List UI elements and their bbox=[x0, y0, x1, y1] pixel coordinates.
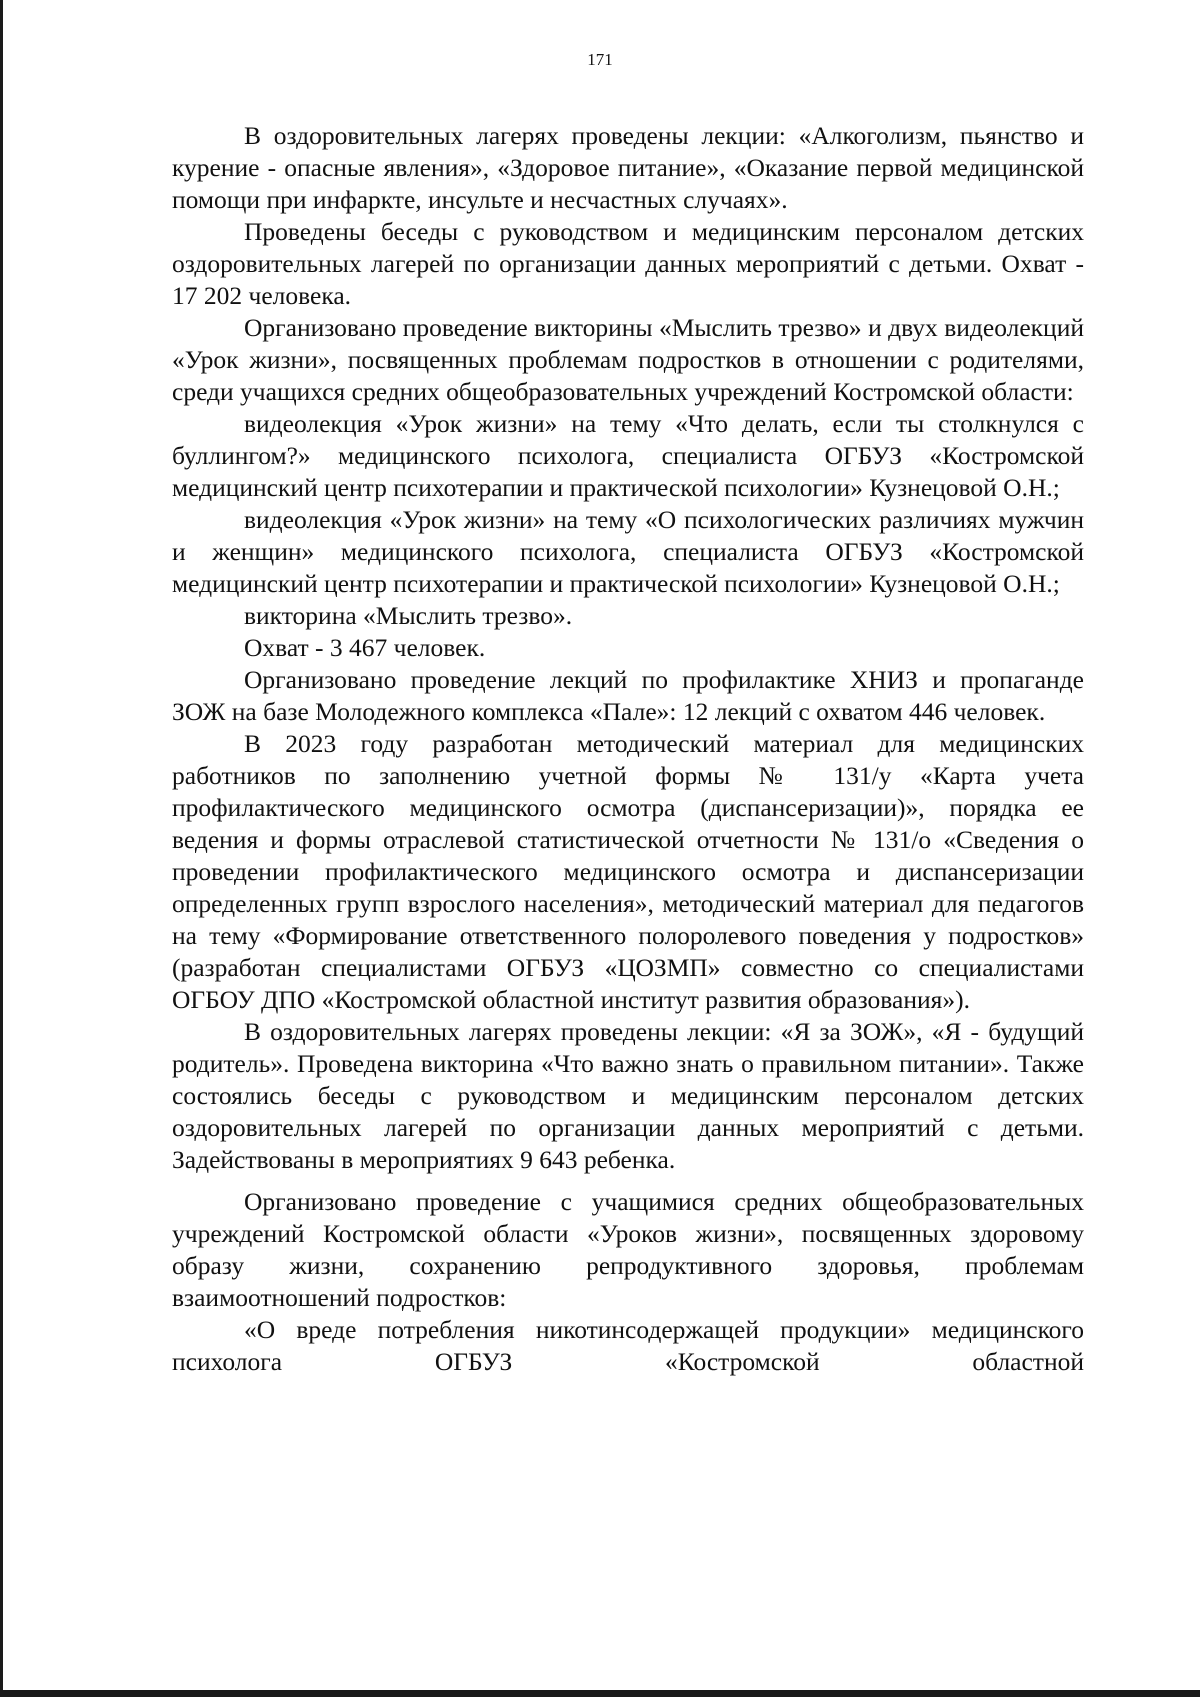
page-number: 171 bbox=[587, 50, 613, 69]
paragraph-conversations-staff: Проведены беседы с руководством и медицинским персоналом детских оздоровительных лагерей по организации данных мероприятий с детьми. Охват - 17 202 человека. bbox=[172, 217, 1084, 310]
paragraph-lectures-pale: Организовано проведение лекций по профилактике ХНИЗ и пропаганде ЗОЖ на базе Молодежного комплекса «Пале»: 12 лекций с охватом 446 человек. bbox=[172, 665, 1084, 726]
paragraph-videolecture-differences: видеолекция «Урок жизни» на тему «О психологических различиях мужчин и женщин» медицинского психолога, специалиста ОГБУЗ «Костромской медицинский центр психотерапии и практической психологии» Кузнецовой О.Н.; bbox=[172, 505, 1084, 598]
paragraph-quiz-videolectures: Организовано проведение викторины «Мыслить трезво» и двух видеолекций «Урок жизни», посвященных проблемам подростков в отношении с родителями, среди учащихся средних общеобразовательных учреждений Костромской области: bbox=[172, 313, 1084, 406]
paragraph-lectures-zozh: В оздоровительных лагерях проведены лекции: «Я за ЗОЖ», «Я - будущий родитель». Проведена викторина «Что важно знать о правильном питании». Также состоялись беседы с руководством и медицинским персоналом детских оздоровительных лагерей по организации данных мероприятий с детьми. Задействованы в мероприятиях 9 643 ребенка. bbox=[172, 1017, 1084, 1174]
paragraph-quiz-sober: викторина «Мыслить трезво». bbox=[244, 601, 573, 630]
document-body bbox=[172, 120, 1084, 1378]
paragraph-coverage: Охват - 3 467 человек. bbox=[244, 633, 486, 662]
paragraph-lessons-of-life: Организовано проведение с учащимися средних общеобразовательных учреждений Костромской области «Уроков жизни», посвященных здоровому образу жизни, сохранению репродуктивного здоровья, проблемам взаимоотношений подростков: bbox=[172, 1187, 1084, 1312]
paragraph-lectures-camps: В оздоровительных лагерях проведены лекции: «Алкоголизм, пьянство и курение - опасные явления», «Здоровое питание», «Оказание первой медицинской помощи при инфаркте, инсульте и несчастных случаях». bbox=[172, 121, 1084, 214]
scan-edge-left bbox=[0, 0, 3, 1697]
scan-edge-bottom bbox=[0, 1690, 1200, 1697]
paragraph-nicotine-harm: «О вреде потребления никотинсодержащей продукции» медицинского психолога ОГБУЗ «Костромской областной bbox=[172, 1315, 1084, 1376]
paragraph-videolecture-bullying: видеолекция «Урок жизни» на тему «Что делать, если ты столкнулся с буллингом?» медицинского психолога, специалиста ОГБУЗ «Костромской медицинский центр психотерапии и практической психологии» Кузнецовой О.Н.; bbox=[172, 409, 1084, 502]
paragraph-methodical-material: В 2023 году разработан методический материал для медицинских работников по заполнению учетной формы № 131/у «Карта учета профилактического медицинского осмотра (диспансеризации)», порядка ее ведения и формы отраслевой статистической отчетности № 131/о «Сведения о проведении профилактического медицинского осмотра и диспансеризации определенных групп взрослого населения», методический материал для педагогов на тему «Формирование ответственного полоролевого поведения у подростков» (разработан специалистами ОГБУЗ «ЦОЗМП» совместно со специалистами ОГБОУ ДПО «Костромской областной институт развития образования»). bbox=[172, 729, 1084, 1014]
